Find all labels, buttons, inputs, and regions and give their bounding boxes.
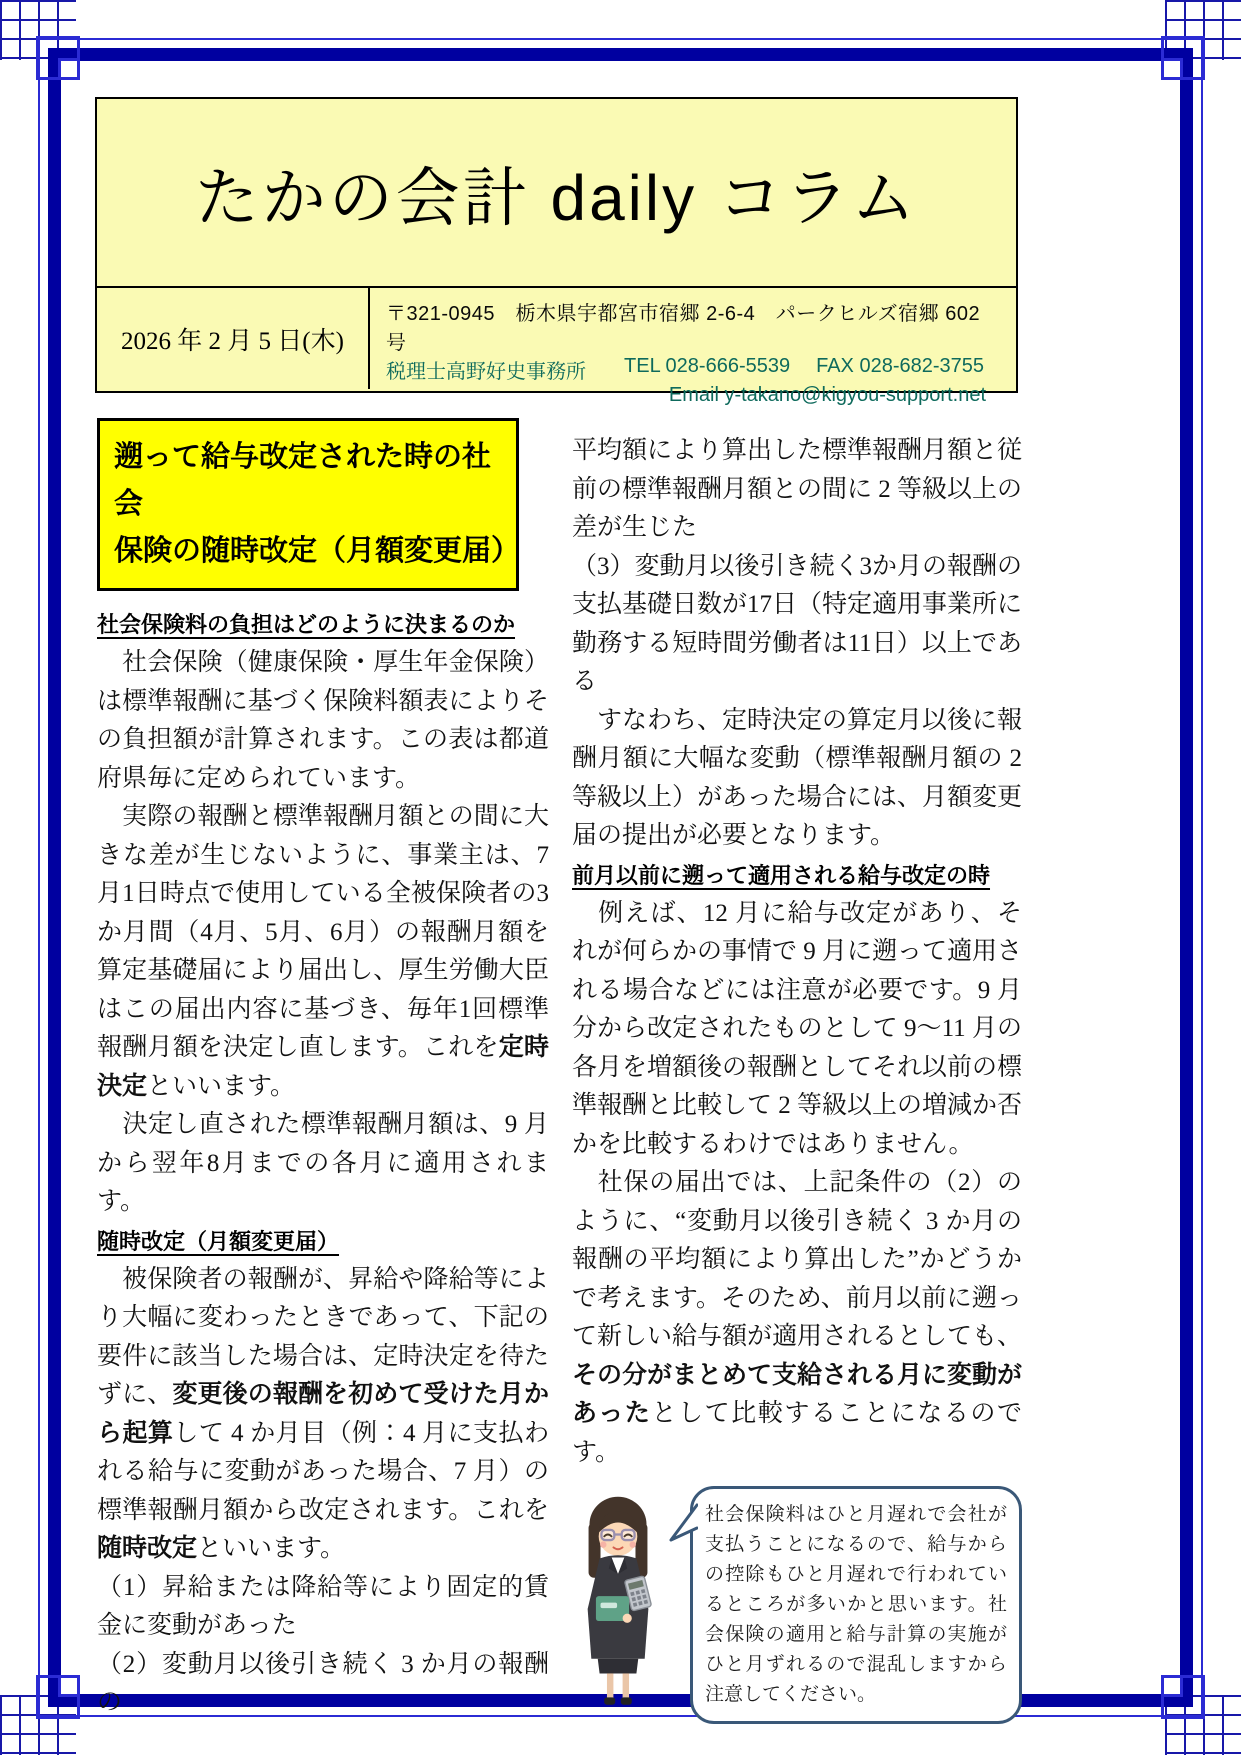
speech-bubble-tail: [668, 1503, 698, 1545]
advice-callout: [572, 1486, 1022, 1724]
list-item-2: （2）変動月以後引き続く 3 か月の報酬の: [97, 1650, 549, 1716]
section-heading-3: 前月以前に遡って適用される給与改定の時: [572, 862, 991, 888]
paragraph: 平均額により算出した標準報酬月額と従前の標準報酬月額との間に 2 等級以上の差が生じた: [572, 437, 1023, 541]
masthead: [97, 99, 1016, 288]
article-headline-box: [97, 418, 519, 591]
text-segment: 実際の報酬と標準報酬月額との間に大きな差が生じないように、事業主は、7月1日時点で使用している全被保険者の3か月間（4月、5月、6月）の報酬月額を算定基礎届により届出し、厚生労働大臣はこの届出内容に基づき、毎年1回標準報酬月額を決定し直します。これを: [97, 803, 549, 1061]
office-contact-block: [370, 288, 1016, 406]
text-segment: といいます。: [197, 1535, 346, 1562]
section-heading-1: 社会保険料の負担はどのように決まるのか: [97, 612, 516, 637]
paragraph: [572, 1164, 1022, 1472]
paragraph: 例えば、12 月に給与改定があり、それが何らかの事情で 9 月に遡って適用される場合などには注意が必要です。9 月分から改定されたものとして 9～11 月の各月を増額後の報酬としてそれ以前の標準報酬と比較して 2 等級以上の増減か否かを比較するわけではありません。: [572, 899, 1023, 1158]
list-item-1: （1）昇給または降給等により固定的賃金に変動があった: [97, 1573, 549, 1639]
header-info-row: [97, 288, 1016, 406]
text-segment: して 4 か月目（例：4 月に支払われる給与に変動があった場合、7 月）の標準報酬月額から改定されます。これを: [97, 1419, 549, 1524]
fax-number: FAX 028-682-3755: [816, 355, 984, 377]
text-segment: として比較することになるのです。: [572, 1400, 1022, 1466]
headline-line2: 保険の随時改定（月額変更届）: [114, 535, 521, 567]
text-segment: といいます。: [147, 1072, 296, 1100]
office-name: 税理士高野好史事務所: [386, 361, 586, 383]
bold-term: 定時決定: [97, 1034, 549, 1100]
section-heading-2: 随時改定（月額変更届）: [97, 1228, 340, 1254]
bold-term: 随時改定: [97, 1535, 198, 1562]
paragraph: [97, 1261, 549, 1569]
corner-ornament: [58, 58, 80, 80]
article-left-column: [97, 418, 549, 1723]
bold-phrase: 変更後の報酬を初めて受けた月から起算: [97, 1381, 549, 1447]
headline-line1: 遡って給与改定された時の社会: [114, 441, 492, 520]
text-segment: 社保の届出では、上記条件の（2）のように、“変動月以後引き続く 3 か月の報酬の平均額により算出した”かどうかで考えます。そのため、前月以前に遡って新しい給与額が適用されるとしても、: [572, 1169, 1023, 1350]
office-contact-line: [386, 355, 988, 384]
text-segment: 被保険者の報酬が、昇給や降給等により大幅に変わったときであって、下記の要件に該当した場合は、定時決定を待たずに、: [97, 1265, 549, 1408]
corner-ornament: [1161, 1675, 1183, 1697]
speech-bubble-text: 社会保険料はひと月遅れで会社が支払うことになるので、給与からの控除もひと月遅れで行われているところが多いかと思います。社会保険の適用と給与計算の実施がひと月ずれるので混乱しますから注意してください。: [705, 1504, 1007, 1705]
speech-bubble: [690, 1486, 1022, 1724]
corner-ornament: [58, 1675, 80, 1697]
corner-ornament: [1161, 58, 1183, 80]
tel-number: TEL 028-666-5539: [624, 355, 791, 377]
office-address: 〒321-0945 栃木県宇都宮市宿郷 2-6-4 パークヒルズ宿郷 602 号: [386, 303, 981, 354]
newsletter-title: たかの会計 daily コラム: [194, 161, 919, 234]
paragraph: 社会保険（健康保険・厚生年金保険）は標準報酬に基づく保険料額表によりその負担額が計算されます。この表は都道府県毎に定められています。: [97, 649, 549, 792]
issue-date: 2026 年 2 月 5 日(木): [97, 288, 370, 389]
phone-numbers: [624, 355, 988, 384]
paragraph: [97, 798, 549, 1106]
newsletter-header: [95, 97, 1018, 406]
paragraph: すなわち、定時決定の算定月以後に報酬月額に大幅な変動（標準報酬月額の 2 等級以上）があった場合には、月額変更届の提出が必要となります。: [572, 706, 1023, 849]
accountant-illustration: [572, 1486, 664, 1710]
list-item-3: （3）変動月以後引き続く3か月の報酬の支払基礎日数が17日（特定適用事業所に勤務する短時間労働者は11日）以上である: [572, 552, 1023, 695]
paragraph: 決定し直された標準報酬月額は、9 月から翌年8月までの各月に適用されます。: [97, 1111, 549, 1215]
office-email: Email y-takano@kigyou-support.net: [668, 384, 986, 406]
article-right-column: [572, 432, 1022, 1724]
bold-phrase: その分がまとめて支給される月に変動があった: [572, 1361, 1023, 1427]
